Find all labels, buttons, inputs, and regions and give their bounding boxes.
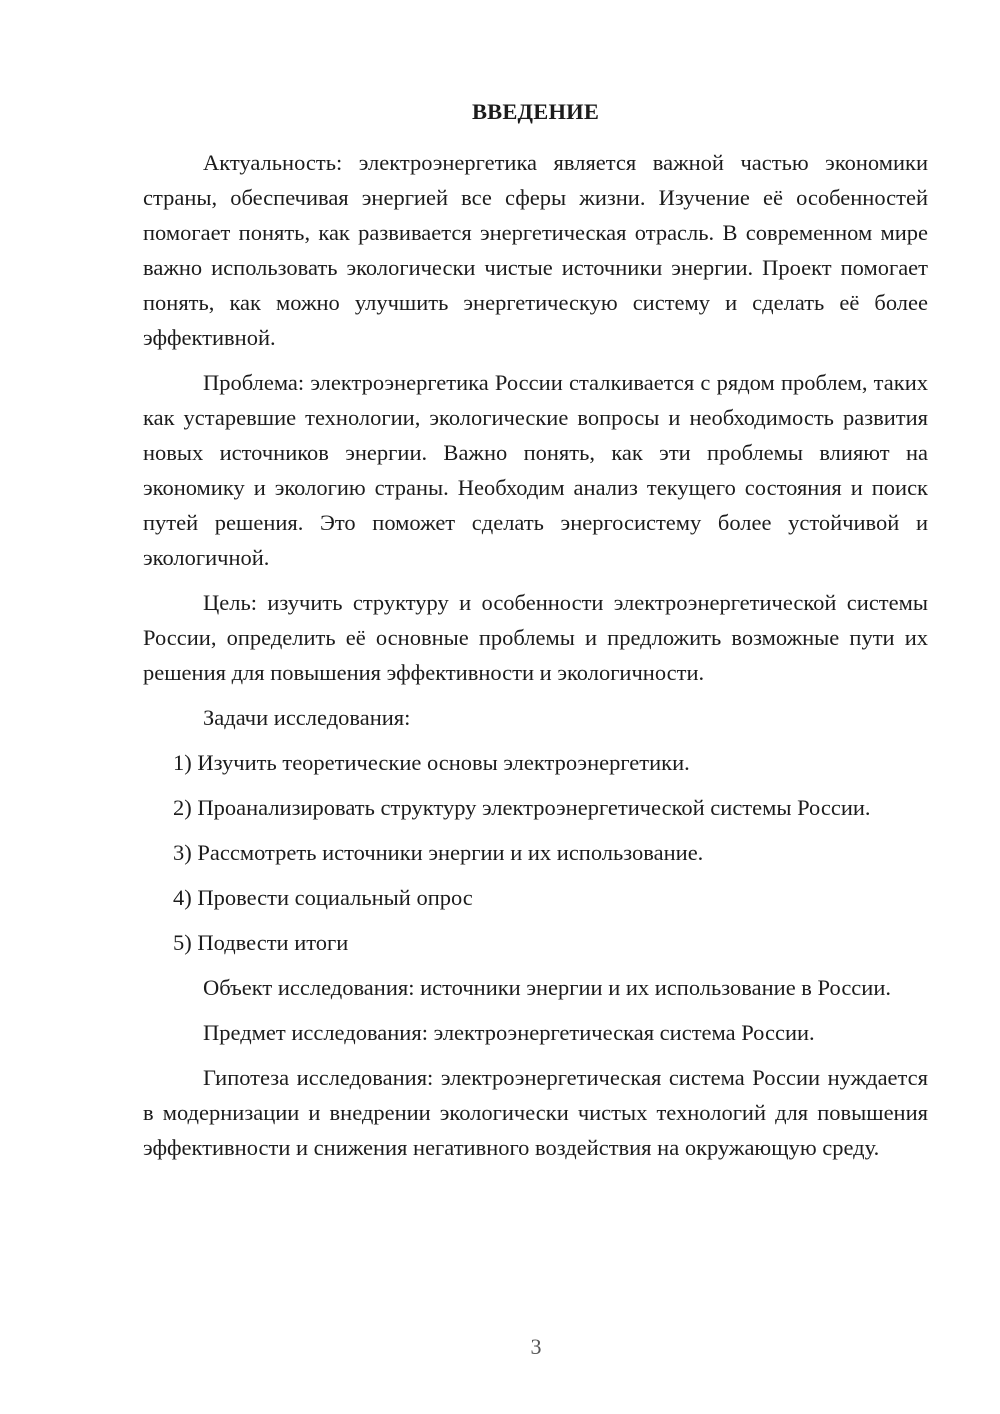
task-item-1: 1) Изучить теоретические основы электроэнергетики. <box>173 750 690 775</box>
problem-paragraph: Проблема: электроэнергетика России сталкивается с рядом проблем, таких как устаревшие технологии, экологические вопросы и необходимость развития новых источников энергии. Важно понять, как эти проблемы влияют на экономику и экологию страны. Необходим анализ текущего состояния и поиск путей решения. Это поможет сделать энергосистему более устойчивой и экологичной. <box>143 370 928 570</box>
relevance-paragraph: Актуальность: электроэнергетика является важной частью экономики страны, обеспечивая энергией все сферы жизни. Изучение её особенностей помогает понять, как развивается энергетическая отрасль. В современном мире важно использовать экологически чистые источники энергии. Проект помогает понять, как можно улучшить энергетическую систему и сделать её более эффективной. <box>143 150 928 350</box>
page-content <box>143 94 928 1175</box>
task-item-3: 3) Рассмотреть источники энергии и их использование. <box>173 840 704 865</box>
hypothesis-paragraph: Гипотеза исследования: электроэнергетическая система России нуждается в модернизации и внедрении экологически чистых технологий для повышения эффективности и снижения негативного воздействия на окружающую среду. <box>143 1065 928 1160</box>
tasks-title: Задачи исследования: <box>203 705 411 730</box>
task-item-5: 5) Подвести итоги <box>173 930 349 955</box>
task-item-4: 4) Провести социальный опрос <box>173 885 473 910</box>
goal-paragraph: Цель: изучить структуру и особенности электроэнергетической системы России, определить её основные проблемы и предложить возможные пути их решения для повышения эффективности и экологичности. <box>143 590 928 685</box>
section-heading: ВВЕДЕНИЕ <box>471 99 600 124</box>
task-item-2: 2) Проанализировать структуру электроэнергетической системы России. <box>173 795 871 820</box>
subject-paragraph: Предмет исследования: электроэнергетическая система России. <box>203 1020 815 1045</box>
object-paragraph: Объект исследования: источники энергии и их использование в России. <box>203 975 891 1000</box>
page-number: 3 <box>530 1334 542 1359</box>
